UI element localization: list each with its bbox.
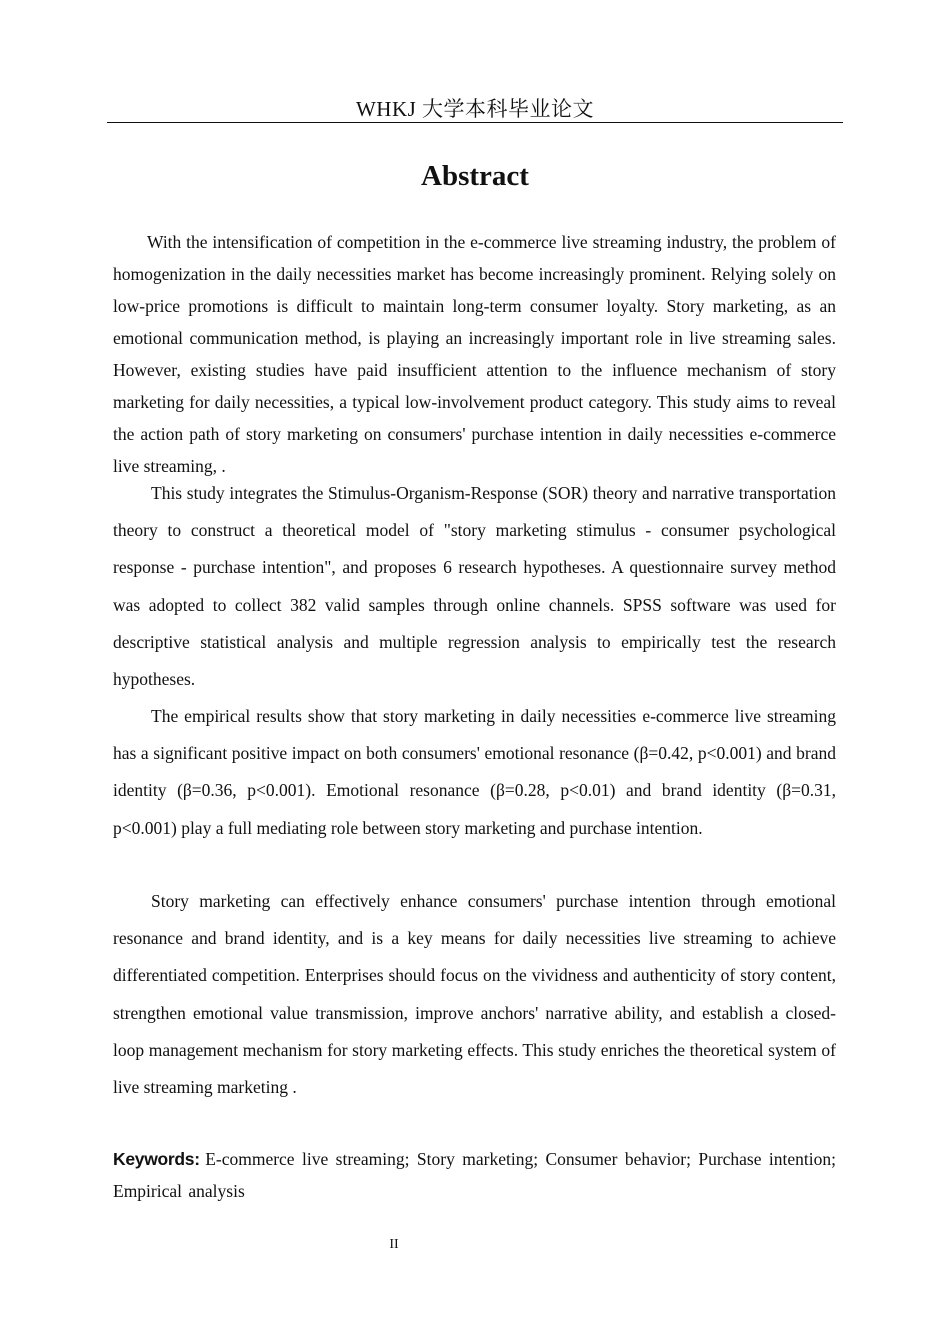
abstract-title: Abstract xyxy=(421,160,529,192)
keywords xyxy=(113,1143,836,1207)
page-number: II xyxy=(389,1237,399,1252)
abstract-paragraph-1: With the intensification of competition in the e-commerce live streaming industry, the problem of homogenization in the daily necessities market has become increasingly prominent. Relying solely on low-price promotions is difficult to maintain long-term consumer loyalty. Story marketing, as an emotional communication method, is playing an increasingly important role in live streaming sales. However, existing studies have paid insufficient attention to the influence mechanism of story marketing for daily necessities, a typical low-involvement product category. This study aims to reveal the action path of story marketing on consumers' purchase intention in daily necessities e-commerce live streaming, . xyxy=(113,232,836,476)
abstract-paragraph-2: This study integrates the Stimulus-Organism-Response (SOR) theory and narrative transportation theory to construct a theoretical model of "story marketing stimulus - consumer psychological response - purchase intention", and proposes 6 research hypotheses. A questionnaire survey method was adopted to collect 382 valid samples through online channels. SPSS software was used for descriptive statistical analysis and multiple regression analysis to empirically test the research hypotheses. xyxy=(113,483,836,690)
keywords-label: Keywords: xyxy=(113,1149,200,1169)
header-rule xyxy=(107,122,843,123)
abstract-paragraph-3: The empirical results show that story marketing in daily necessities e-commerce live streaming has a significant positive impact on both consumers' emotional resonance (β=0.42, p<0.001) and brand identity (β=0.36, p<0.001). Emotional resonance (β=0.28, p<0.01) and brand identity (β=0.31, p<0.001) play a full mediating role between story marketing and purchase intention. xyxy=(113,706,836,838)
abstract-paragraph-4: Story marketing can effectively enhance consumers' purchase intention through emotional resonance and brand identity, and is a key means for daily necessities live streaming to achieve differentiated competition. Enterprises should focus on the vividness and authenticity of story content, strengthen emotional value transmission, improve anchors' narrative ability, and establish a closed-loop management mechanism for story marketing effects. This study enriches the theoretical system of live streaming marketing . xyxy=(113,891,836,1098)
keywords-list: E-commerce live streaming; Story marketing; Consumer behavior; Purchase intention; Empirical analysis xyxy=(113,1149,837,1201)
running-header: WHKJ 大学本科毕业论文 xyxy=(355,97,595,121)
